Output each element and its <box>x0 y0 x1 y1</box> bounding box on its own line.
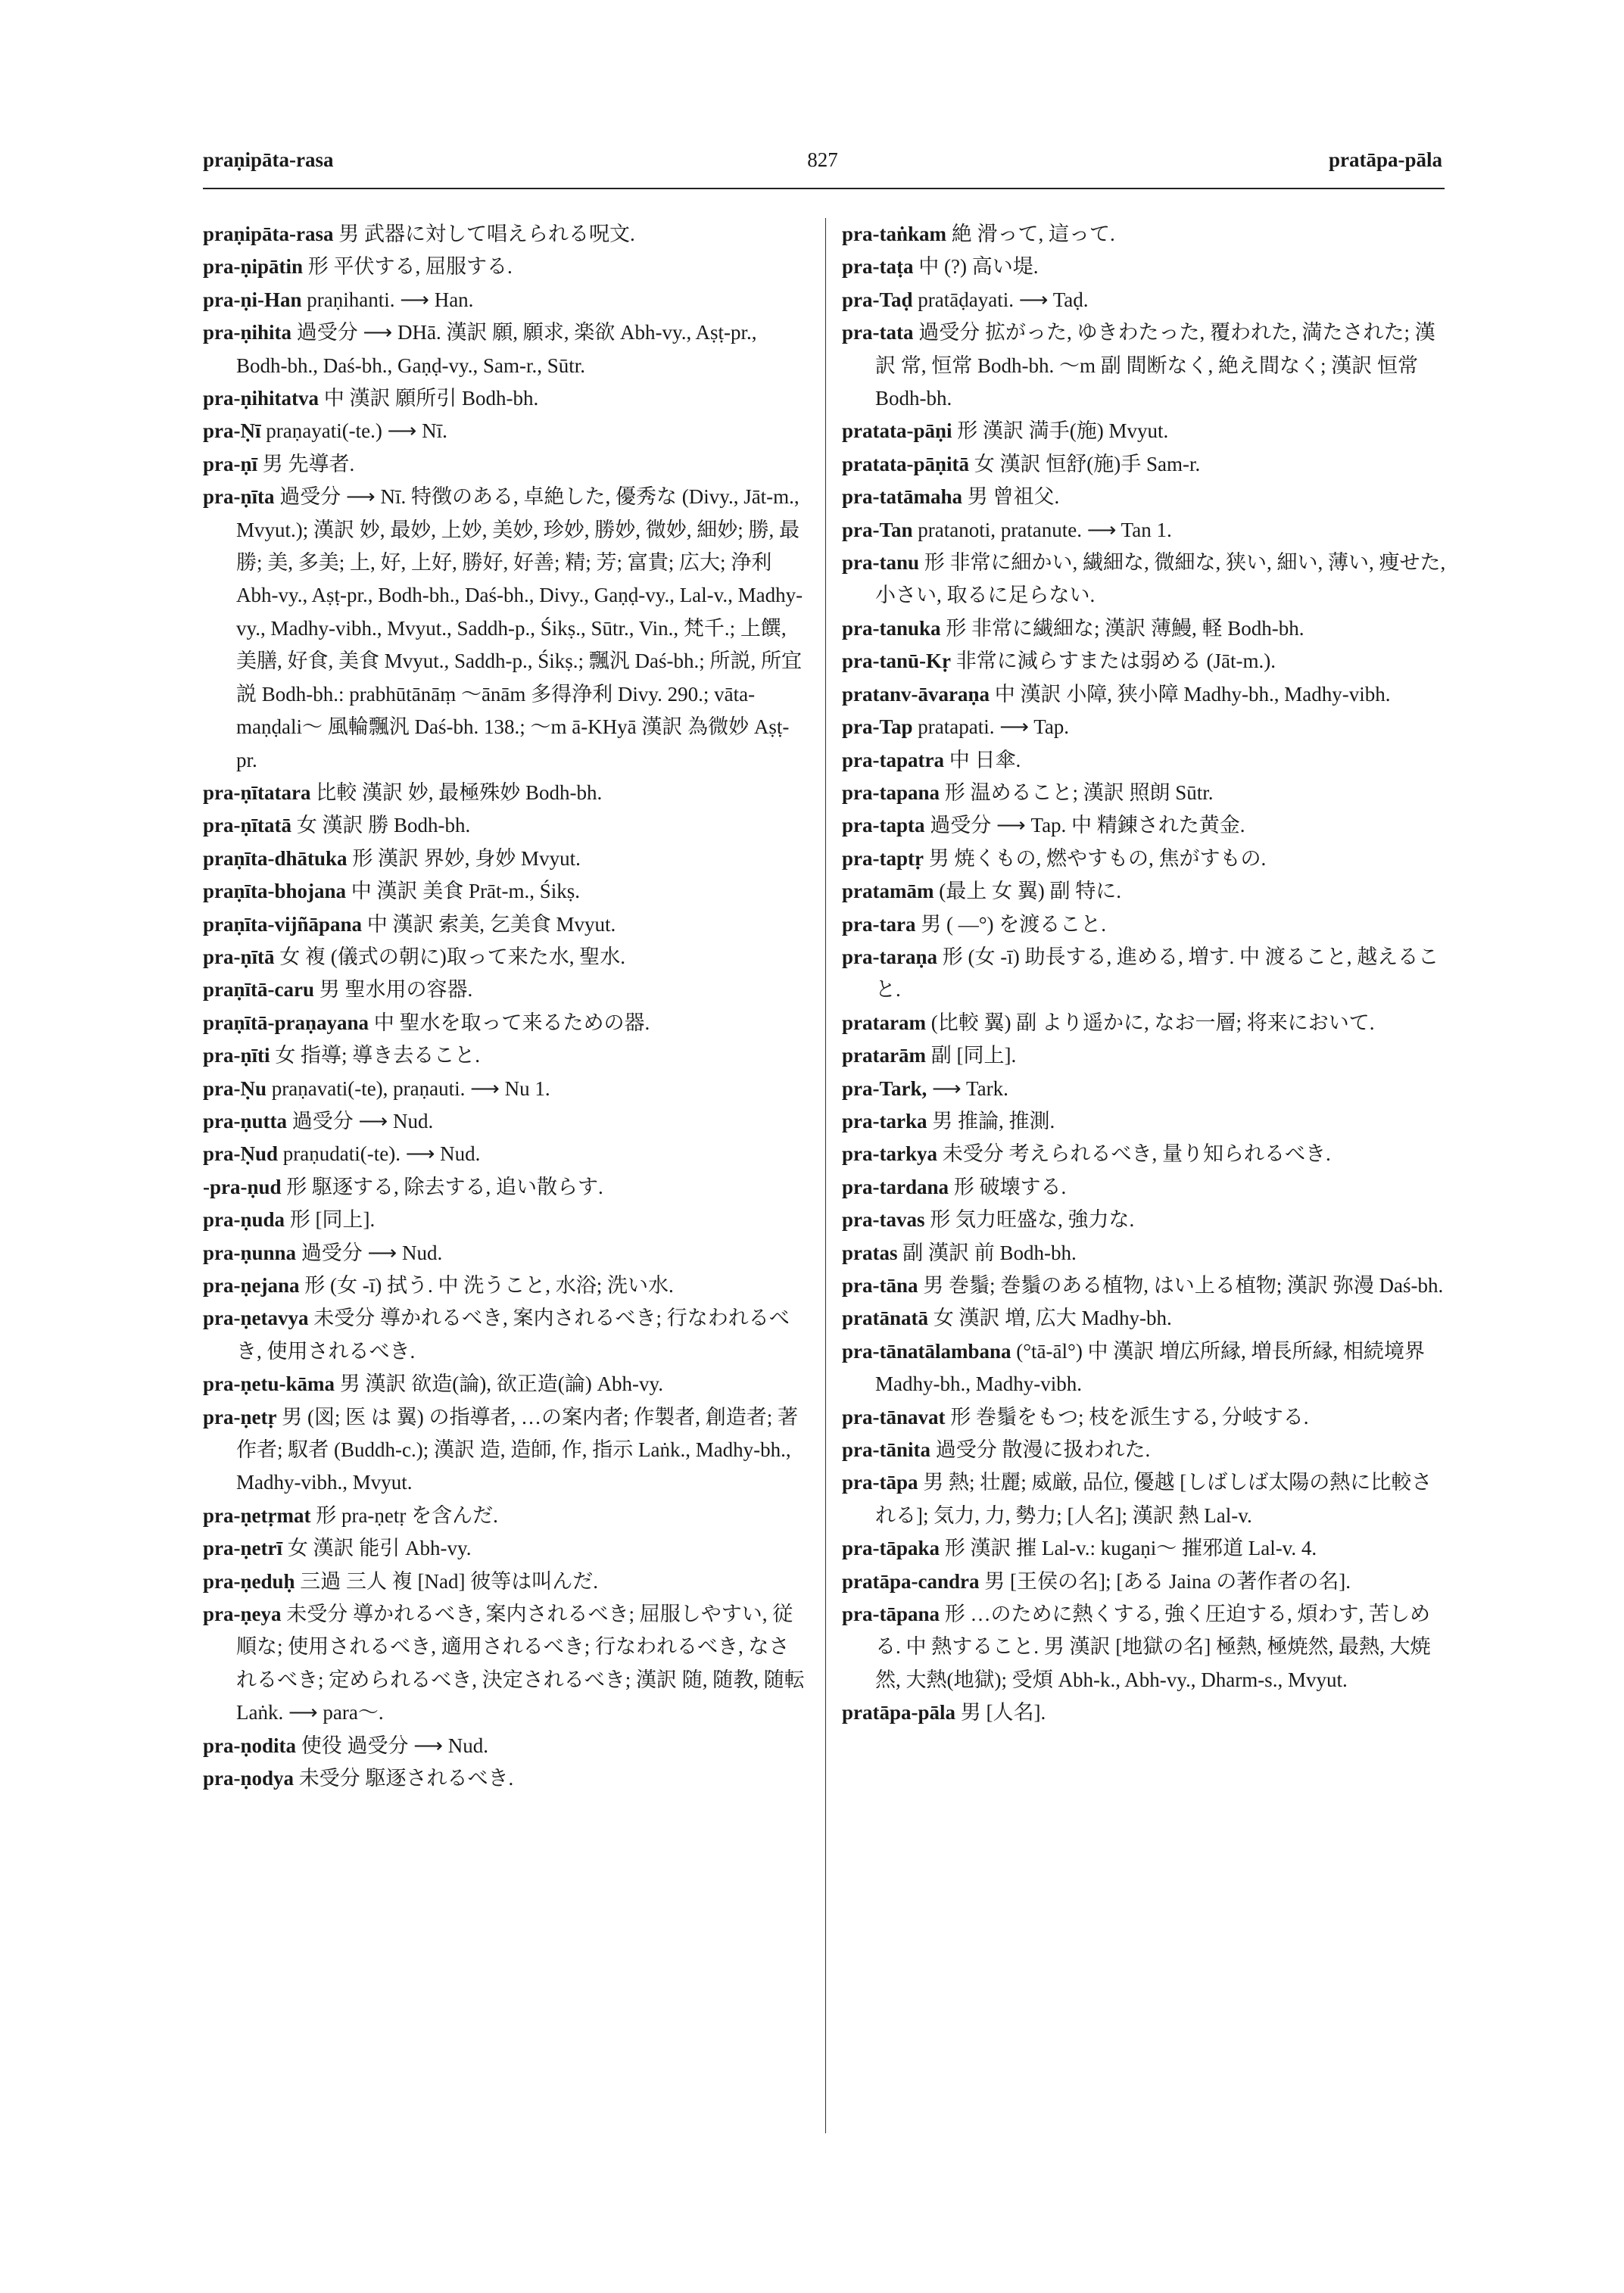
dictionary-entry <box>203 1171 809 1204</box>
definition: 男 巻鬚; 巻鬚のある植物, はい上る植物; 漢訳 弥漫 Daś-bh. <box>918 1274 1444 1297</box>
headword: praṇītā-caru <box>203 978 314 1002</box>
definition: 非常に減らすまたは弱める (Jāt-m.). <box>951 650 1276 673</box>
header-rule <box>203 188 1445 189</box>
definition: 男 推論, 推測. <box>927 1109 1055 1132</box>
headword: pra-tatāmaha <box>842 485 962 509</box>
left-column <box>203 218 809 1796</box>
headword: pra-Tan <box>842 518 913 541</box>
dictionary-entry <box>842 843 1448 875</box>
dictionary-entry <box>203 1237 809 1270</box>
headword: pra-tāna <box>842 1274 918 1297</box>
definition: (比較 翼) 副 より遥かに, なお一層; 将来において. <box>925 1011 1375 1034</box>
dictionary-entry <box>203 1368 809 1400</box>
definition: 中 日傘. <box>943 748 1021 771</box>
dictionary-entry <box>842 1105 1448 1138</box>
definition: 過受分 散漫に扱われた. <box>930 1438 1151 1462</box>
dictionary-entry <box>203 1566 809 1598</box>
definition: (°tā-āl°) 中 漢訳 増広所縁, 増長所縁, 相続境界 Madhy-bh., Madhy-vibh. <box>875 1339 1426 1396</box>
headword: pra-Tap <box>842 715 913 739</box>
headword: pra-ṇīti <box>203 1044 270 1067</box>
headword: pra-tanū-Kṛ <box>842 650 951 673</box>
dictionary-entry <box>842 316 1448 415</box>
dictionary-entry <box>203 1401 809 1500</box>
definition: 副 [同上]. <box>925 1044 1017 1067</box>
dictionary-entry <box>203 1730 809 1762</box>
headword: pra-tānatālambana <box>842 1339 1011 1363</box>
dictionary-entry <box>203 809 809 842</box>
headword: pra-ṇodita <box>203 1734 297 1757</box>
headword: praṇītā-praṇayana <box>203 1011 369 1034</box>
dictionary-entry <box>842 1466 1448 1532</box>
dictionary-entry <box>203 941 809 974</box>
definition: 男 先導者. <box>257 452 355 475</box>
definition: praṇihanti. ⟶ Han. <box>301 288 474 311</box>
dictionary-entry <box>842 711 1448 743</box>
dictionary-entry <box>842 875 1448 908</box>
definition: 未受分 駆逐されるべき. <box>294 1767 514 1790</box>
definition: 形 漢訳 界妙, 身妙 Mvyut. <box>347 846 581 870</box>
definition: 女 漢訳 恒舒(施)手 Sam-r. <box>969 452 1201 475</box>
column-divider <box>825 218 826 2133</box>
dictionary-entry <box>203 218 809 251</box>
dictionary-entry <box>842 284 1448 316</box>
dictionary-entry <box>842 1138 1448 1170</box>
headword: pra-tardana <box>842 1175 949 1198</box>
headword: praṇīta-vijñāpana <box>203 912 363 936</box>
definition: 形 温めること; 漢訳 照朗 Sūtr. <box>940 780 1214 804</box>
headword: pra-ṇeya <box>203 1603 282 1626</box>
definition: 中 漢訳 美食 Prāt-m., Śikṣ. <box>346 880 581 903</box>
definition: 過受分 ⟶ DHā. 漢訳 願, 願求, 楽欲 Abh-vy., Aṣṭ-pr., Bodh-bh., Daś-bh., Gaṇḍ-vy., Sam-r., Sūtr. <box>236 321 757 377</box>
definition: 女 漢訳 能引 Abh-vy. <box>282 1537 472 1560</box>
definition: 過受分 ⟶ Nud. <box>287 1109 434 1132</box>
headword: pra-ṇodya <box>203 1767 295 1790</box>
headword: pra-tapana <box>842 780 940 804</box>
dictionary-entry <box>842 678 1448 711</box>
definition: 過受分 ⟶ Nī. 特徴のある, 卓絶した, 優秀な (Divy., Jāt-m., Mvyut.); 漢訳 妙, 最妙, 上妙, 美妙, 珍妙, 勝妙, 微妙, 細妙; 勝, 最勝; 美, 多美; 上, 好, 上好, 勝好, 好善; 精; 芳; 富貴; 広大; 浄利 Abh-vy., Aṣṭ-pr., Bodh-bh., Daś-bh., Divy., Gaṇḍ-vy., Lal-v., Madhy-vy., Madhy-vibh., Mvyut., Saddh-p., Śikṣ., Sūtr., Vin., 梵千.; 上饌, 美膳, 好食, 美食 Mvyut., Saddh-p., Śikṣ.; 飄汎 Daś-bh.; 所説, 所宜説 Bodh-bh.: prabhūtānāṃ ～ānām 多得浄利 Divy. 290.; vāta-maṇḍali～ 風輪飄汎 Daś-bh. 138.; ～m ā-KHyā 漢訳 為微妙 Aṣṭ-pr. <box>236 485 803 771</box>
headword: pra-tanu <box>842 551 920 575</box>
dictionary-entry <box>842 415 1448 447</box>
dictionary-entry <box>203 1039 809 1072</box>
headword: pra-ṇunna <box>203 1241 297 1264</box>
dictionary-entry <box>203 974 809 1006</box>
dictionary-entry <box>203 1073 809 1105</box>
dictionary-entry <box>842 1073 1448 1105</box>
dictionary-entry <box>842 1566 1448 1598</box>
headword: pra-taṅkam <box>842 223 947 245</box>
headword: pra-tāpa <box>842 1471 918 1494</box>
dictionary-entry <box>842 1532 1448 1565</box>
definition: 比較 漢訳 妙, 最極殊妙 Bodh-bh. <box>310 780 603 804</box>
dictionary-entry <box>203 415 809 447</box>
definition: ⟶ Tark. <box>927 1076 1008 1100</box>
definition: 形 漢訳 満手(施) Mvyut. <box>952 419 1169 443</box>
headword: pra-tarka <box>842 1109 927 1132</box>
headword: pratamām <box>842 880 934 903</box>
definition: 形 気力旺盛な, 強力な. <box>924 1208 1135 1232</box>
right-column <box>842 218 1448 1730</box>
headword: pra-taṭa <box>842 255 914 279</box>
definition: 使役 過受分 ⟶ Nud. <box>296 1734 488 1757</box>
dictionary-entry <box>842 908 1448 941</box>
dictionary-entry <box>842 1696 1448 1729</box>
definition: 形 (女 -ī) 拭う. 中 洗うこと, 水浴; 洗い水. <box>299 1274 674 1297</box>
definition: 形 (女 -ī) 助長する, 進める, 増す. 中 渡ること, 越えること. <box>875 945 1439 1002</box>
running-head-right: pratāpa-pāla <box>1328 148 1442 171</box>
definition: 中 漢訳 小障, 狭小障 Madhy-bh., Madhy-vibh. <box>990 682 1391 706</box>
definition: (最上 女 翼) 副 特に. <box>934 880 1121 903</box>
headword: -pra-ṇud <box>203 1175 282 1198</box>
headword: pra-tapta <box>842 814 925 837</box>
headword: pra-Ṇu <box>203 1076 267 1100</box>
headword: pratāpa-pāla <box>842 1701 956 1724</box>
headword: praṇipāta-rasa <box>203 223 334 245</box>
headword: pra-taptṛ <box>842 846 924 870</box>
running-head <box>203 148 1442 182</box>
headword: pra-Tark, <box>842 1076 927 1100</box>
headword: pra-ṇeduḥ <box>203 1569 295 1593</box>
definition: 中 (?) 高い堤. <box>913 255 1039 279</box>
headword: pra-tānita <box>842 1438 930 1462</box>
dictionary-entry <box>842 1598 1448 1696</box>
definition: 女 漢訳 増, 広大 Madhy-bh. <box>928 1307 1172 1330</box>
definition: 男 [王侯の名]; [ある Jaina の著作者の名]. <box>979 1569 1351 1593</box>
definition: 三過 三人 複 [Nad] 彼等は叫んだ. <box>295 1569 599 1593</box>
dictionary-entry <box>842 1335 1448 1401</box>
definition: pratapati. ⟶ Tap. <box>912 715 1070 739</box>
headword: pratanv-āvaraṇa <box>842 682 990 706</box>
definition: 形 pra-ṇetṛ を含んだ. <box>310 1503 498 1527</box>
dictionary-entry <box>842 1007 1448 1039</box>
page-number: 827 <box>807 148 838 171</box>
dictionary-entry <box>842 777 1448 809</box>
headword: pra-Taḍ <box>842 288 913 311</box>
definition: praṇayati(-te.) ⟶ Nī. <box>260 419 447 443</box>
headword: pra-ṇi-Han <box>203 288 302 311</box>
headword: pra-ṇītatā <box>203 814 291 837</box>
dictionary-entry <box>203 481 809 777</box>
definition: 形 …のために熱くする, 強く圧迫する, 煩わす, 苦しめる. 中 熱すること. 男 漢訳 [地獄の名] 極熱, 極焼然, 最熱, 大焼然, 大熱(地獄); 受煩 Abh-k., Abh-vy., Dharm-s., Mvyut. <box>875 1603 1431 1691</box>
headword: pra-ṇihita <box>203 321 292 344</box>
headword: pra-tavas <box>842 1208 925 1232</box>
headword: pra-Ṇī <box>203 419 261 443</box>
dictionary-entry <box>203 1105 809 1138</box>
headword: pra-ṇī <box>203 452 258 475</box>
dictionary-entry <box>203 1302 809 1368</box>
headword: pratas <box>842 1241 898 1264</box>
dictionary-entry <box>842 251 1448 283</box>
headword: pratāpa-candra <box>842 1569 980 1593</box>
definition: 女 漢訳 勝 Bodh-bh. <box>291 814 471 837</box>
definition: 中 漢訳 願所引 Bodh-bh. <box>319 387 539 410</box>
dictionary-entry <box>203 1532 809 1565</box>
dictionary-entry <box>203 382 809 415</box>
dictionary-entry <box>842 1302 1448 1335</box>
headword: pra-ṇutta <box>203 1109 288 1132</box>
dictionary-entry <box>203 908 809 941</box>
headword: pratata-pāṇi <box>842 419 952 443</box>
definition: 過受分 拡がった, ゆきわたった, 覆われた, 満たされた; 漢訳 常, 恒常 Bodh-bh. ～m 副 間断なく, 絶え間なく; 漢訳 恒常 Bodh-bh. <box>875 321 1435 410</box>
headword: pra-ṇetu-kāma <box>203 1372 335 1396</box>
definition: 絶 滑って, 這って. <box>946 223 1115 245</box>
definition: 副 漢訳 前 Bodh-bh. <box>897 1241 1077 1264</box>
definition: 過受分 ⟶ Tap. 中 精錬された黄金. <box>924 814 1245 837</box>
dictionary-entry <box>842 809 1448 842</box>
headword: pra-ṇejana <box>203 1274 300 1297</box>
headword: pra-tānavat <box>842 1405 946 1428</box>
definition: 女 複 (儀式の朝に)取って来た水, 聖水. <box>274 945 625 968</box>
definition: pratāḍayati. ⟶ Taḍ. <box>912 288 1089 311</box>
dictionary-entry <box>842 218 1448 251</box>
definition: 男 曾祖父. <box>962 485 1060 509</box>
headword: prataram <box>842 1011 926 1034</box>
dictionary-entry <box>842 1204 1448 1236</box>
dictionary-entry <box>203 316 809 382</box>
dictionary-entry <box>842 448 1448 481</box>
headword: pra-ṇetṛmat <box>203 1503 311 1527</box>
dictionary-entry <box>203 875 809 908</box>
headword: pra-ṇītā <box>203 945 275 968</box>
dictionary-entry <box>203 251 809 283</box>
headword: pra-ṇuda <box>203 1208 285 1232</box>
headword: pra-ṇītatara <box>203 780 311 804</box>
dictionary-entry <box>203 1762 809 1795</box>
headword: pratānatā <box>842 1307 928 1330</box>
definition: 未受分 導かれるべき, 案内されるべき; 行なわれるべき, 使用されるべき. <box>236 1307 790 1363</box>
headword: pra-Ṇud <box>203 1142 279 1166</box>
dictionary-entry <box>203 1138 809 1170</box>
headword: pra-ṇetavya <box>203 1307 309 1330</box>
definition: 男 聖水用の容器. <box>313 978 473 1002</box>
headword: pra-ṇetṛ <box>203 1405 277 1428</box>
dictionary-entry <box>203 1204 809 1236</box>
headword: pra-tata <box>842 321 914 344</box>
definition: 男 [人名]. <box>955 1701 1046 1724</box>
dictionary-entry <box>842 547 1448 612</box>
dictionary-entry <box>842 744 1448 777</box>
dictionary-entry <box>842 645 1448 678</box>
headword: pra-ṇetrī <box>203 1537 282 1560</box>
definition: 女 指導; 導き去ること. <box>270 1044 481 1067</box>
headword: pra-tāpana <box>842 1603 940 1626</box>
definition: 男 焼くもの, 燃やすもの, 焦がすもの. <box>923 846 1267 870</box>
definition: 形 駆逐する, 除去する, 追い散らす. <box>281 1175 603 1198</box>
dictionary-entry <box>203 1270 809 1302</box>
definition: 形 平伏する, 屈服する. <box>303 255 513 279</box>
dictionary-entry <box>842 1401 1448 1434</box>
headword: pra-tapatra <box>842 748 944 771</box>
dictionary-entry <box>203 284 809 316</box>
definition: 男 武器に対して唱えられる呪文. <box>333 223 635 245</box>
definition: 形 漢訳 摧 Lal-v.: kugaṇi～ 摧邪道 Lal-v. 4. <box>940 1537 1317 1560</box>
dictionary-entry <box>203 843 809 875</box>
definition: pratanoti, pratanute. ⟶ Tan 1. <box>912 518 1172 541</box>
dictionary-entry <box>842 1237 1448 1270</box>
headword: pra-ṇihitatva <box>203 387 320 410</box>
dictionary-entry <box>842 1039 1448 1072</box>
headword: pra-ṇipātin <box>203 255 304 279</box>
dictionary-entry <box>842 612 1448 645</box>
definition: 形 非常に細かい, 繊細な, 微細な, 狭い, 細い, 薄い, 痩せた, 小さい, 取るに足らない. <box>875 551 1446 607</box>
headword: pra-tanuka <box>842 616 941 640</box>
definition: 男 熱; 壮麗; 威厳, 品位, 優越 [しばしば太陽の熱に比較される]; 気力, 力, 勢力; [人名]; 漢訳 熱 Lal-v. <box>875 1471 1432 1527</box>
definition: 形 巻鬚をもつ; 枝を派生する, 分岐する. <box>945 1405 1309 1428</box>
dictionary-entry <box>842 941 1448 1007</box>
dictionary-entry <box>842 481 1448 513</box>
definition: 中 漢訳 索美, 乞美食 Mvyut. <box>362 912 616 936</box>
definition: 過受分 ⟶ Nud. <box>296 1241 443 1264</box>
dictionary-entry <box>842 1270 1448 1302</box>
dictionary-entry <box>842 514 1448 547</box>
dictionary-entry <box>842 1434 1448 1466</box>
definition: 未受分 導かれるべき, 案内されるべき; 屈服しやすい, 従順な; 使用されるべき, 適用されるべき; 行なわれるべき, なされるべき; 定められるべき, 決定されるべき; 漢訳 随, 随教, 随転 Laṅk. ⟶ para～. <box>236 1603 805 1724</box>
headword: pra-tara <box>842 912 916 936</box>
dictionary-entry <box>203 1598 809 1730</box>
headword: praṇīta-bhojana <box>203 880 347 903</box>
definition: praṇudati(-te). ⟶ Nud. <box>278 1142 481 1166</box>
dictionary-entry <box>203 1007 809 1039</box>
dictionary-entry <box>842 1171 1448 1204</box>
headword: pra-taraṇa <box>842 945 937 968</box>
definition: 中 聖水を取って来るための器. <box>369 1011 650 1034</box>
headword: pra-ṇīta <box>203 485 275 509</box>
headword: pratarām <box>842 1044 926 1067</box>
dictionary-entry <box>203 777 809 809</box>
dictionary-entry <box>203 1500 809 1532</box>
headword: pratata-pāṇitā <box>842 452 969 475</box>
headword: pra-tarkya <box>842 1142 937 1166</box>
definition: 形 [同上]. <box>285 1208 376 1232</box>
definition: 男 (図; 医 は 翼) の指導者, …の案内者; 作製者, 創造者; 著作者; 馭者 (Buddh-c.); 漢訳 造, 造師, 作, 指示 Laṅk., Madhy-bh., Madhy-vibh., Mvyut. <box>236 1405 798 1494</box>
definition: 未受分 考えられるべき, 量り知られるべき. <box>937 1142 1331 1166</box>
definition: 形 破壊する. <box>949 1175 1067 1198</box>
definition: praṇavati(-te), praṇauti. ⟶ Nu 1. <box>267 1076 550 1100</box>
headword: praṇīta-dhātuka <box>203 846 348 870</box>
definition: 男 漢訳 欲造(論), 欲正造(論) Abh-vy. <box>335 1372 663 1396</box>
definition: 男 ( —°) を渡ること. <box>915 912 1106 936</box>
running-head-left: praṇipāta-rasa <box>203 148 334 171</box>
definition: 形 非常に繊細な; 漢訳 薄鰻, 軽 Bodh-bh. <box>940 616 1304 640</box>
dictionary-entry <box>203 448 809 481</box>
headword: pra-tāpaka <box>842 1537 940 1560</box>
